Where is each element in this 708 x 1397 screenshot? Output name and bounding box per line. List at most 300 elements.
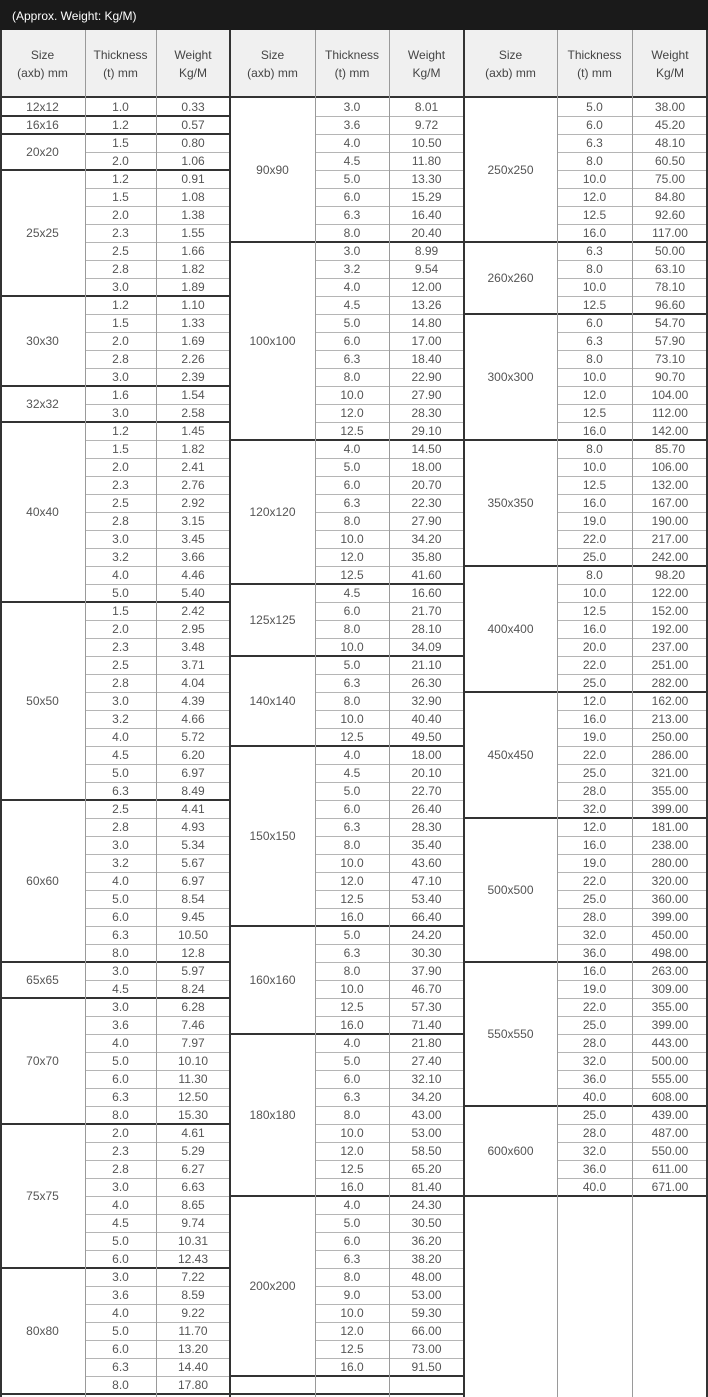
thickness-cell: 4.0: [343, 136, 361, 150]
thickness-cell: 6.3: [586, 136, 603, 150]
weight-cell: 1.69: [181, 334, 205, 348]
weight-cell: 213.00: [651, 712, 689, 726]
weight-cell: 8.49: [181, 784, 205, 798]
size-cell: 450x450: [487, 748, 534, 762]
thickness-cell: 16.0: [582, 424, 607, 438]
thickness-cell: 36.0: [582, 1072, 607, 1086]
header-bottom-border: [0, 96, 708, 98]
size-cell: 80x80: [26, 1324, 59, 1338]
thickness-cell: 4.5: [112, 982, 129, 996]
size-cell: 20x20: [26, 145, 59, 159]
thickness-cell: 1.5: [112, 442, 129, 456]
weight-cell: 550.00: [651, 1144, 689, 1158]
thickness-cell: 2.8: [112, 676, 129, 690]
weight-cell: 10.10: [177, 1054, 209, 1068]
weight-cell: 3.15: [181, 514, 205, 528]
thickness-cell: 10.0: [340, 640, 364, 654]
size-cell: 120x120: [249, 505, 296, 519]
size-cell: 250x250: [487, 163, 534, 177]
thickness-cell: 3.2: [343, 262, 361, 276]
thickness-cell: 4.5: [343, 586, 361, 600]
thickness-cell: 4.0: [343, 280, 361, 294]
weight-cell: 282.00: [651, 676, 689, 690]
thickness-cell: 10.0: [340, 712, 364, 726]
weight-cell: 75.00: [654, 172, 686, 186]
weight-cell: 8.54: [181, 892, 205, 906]
thickness-cell: 6.0: [343, 478, 361, 492]
thickness-cell: 6.0: [112, 910, 129, 924]
panel-divider: [463, 30, 465, 1397]
thickness-cell: 12.5: [340, 730, 364, 744]
thickness-cell: 12.0: [340, 550, 364, 564]
thickness-cell: 3.2: [112, 550, 129, 564]
thickness-cell: 12.5: [340, 424, 364, 438]
weight-cell: 12.50: [177, 1090, 209, 1104]
weight-cell: 399.00: [651, 1018, 689, 1032]
thickness-cell: 8.0: [586, 352, 603, 366]
weight-cell: 20.10: [411, 766, 442, 780]
header-size-2: Size (axb) mm: [247, 47, 298, 80]
weight-cell: 58.50: [411, 1144, 442, 1158]
weight-cell: 10.50: [177, 928, 209, 942]
thickness-cell: 6.0: [112, 1072, 129, 1086]
thickness-cell: 6.0: [112, 1342, 129, 1356]
weight-cell: 48.10: [654, 136, 686, 150]
weight-cell: 1.45: [181, 424, 205, 438]
weight-cell: 27.40: [411, 1054, 442, 1068]
thickness-cell: 3.0: [112, 370, 129, 384]
thickness-cell: 2.3: [112, 1144, 129, 1158]
thickness-cell: 12.0: [582, 190, 607, 204]
thickness-cell: 25.0: [582, 550, 607, 564]
weight-cell: 1.82: [181, 442, 205, 456]
weight-cell: 217.00: [651, 532, 689, 546]
thickness-cell: 5.0: [343, 1216, 361, 1230]
weight-cell: 498.00: [651, 946, 689, 960]
weight-cell: 286.00: [651, 748, 689, 762]
weight-cell: 250.00: [651, 730, 689, 744]
weight-cell: 28.10: [411, 622, 442, 636]
thickness-cell: 1.2: [112, 118, 129, 132]
thickness-cell: 6.3: [343, 352, 361, 366]
thickness-cell: 6.3: [343, 820, 361, 834]
thickness-cell: 10.0: [340, 388, 364, 402]
thickness-cell: 6.3: [112, 928, 129, 942]
thickness-cell: 16.0: [582, 226, 607, 240]
thickness-cell: 16.0: [340, 1360, 364, 1374]
thickness-cell: 6.0: [343, 1072, 361, 1086]
thickness-cell: 8.0: [343, 370, 361, 384]
thickness-cell: 5.0: [343, 784, 361, 798]
weight-cell: 5.97: [181, 964, 205, 978]
weight-cell: 3.45: [181, 532, 205, 546]
thickness-cell: 8.0: [586, 442, 603, 456]
weight-cell: 0.80: [181, 136, 205, 150]
size-cell: 600x600: [487, 1144, 534, 1158]
weight-cell: 17.00: [411, 334, 442, 348]
weight-cell: 1.55: [181, 226, 205, 240]
thickness-cell: 16.0: [340, 1018, 364, 1032]
column-divider: [557, 30, 558, 1397]
thickness-cell: 12.0: [582, 388, 607, 402]
weight-cell: 4.46: [181, 568, 205, 582]
thickness-cell: 4.5: [343, 766, 361, 780]
thickness-cell: 6.0: [343, 190, 361, 204]
thickness-cell: 16.0: [582, 712, 607, 726]
thickness-cell: 2.3: [112, 640, 129, 654]
thickness-cell: 12.0: [340, 406, 364, 420]
weight-cell: 360.00: [651, 892, 689, 906]
weight-cell: 3.66: [181, 550, 205, 564]
weight-cell: 11.80: [411, 154, 442, 168]
thickness-cell: 2.0: [112, 208, 129, 222]
thickness-cell: 6.0: [343, 334, 361, 348]
thickness-cell: 2.0: [112, 334, 129, 348]
weight-cell: 132.00: [651, 478, 689, 492]
weight-cell: 162.00: [651, 694, 689, 708]
size-cell: 60x60: [26, 874, 59, 888]
thickness-cell: 6.0: [586, 118, 603, 132]
thickness-cell: 16.0: [340, 1180, 364, 1194]
weight-cell: 2.42: [181, 604, 205, 618]
thickness-cell: 5.0: [112, 1324, 129, 1338]
column-divider: [156, 30, 157, 1397]
thickness-cell: 25.0: [582, 766, 607, 780]
header-size-1: Size (axb) mm: [17, 47, 68, 80]
weight-cell: 152.00: [651, 604, 689, 618]
panel-divider: [229, 30, 231, 1397]
size-cell: 160x160: [249, 973, 296, 987]
thickness-cell: 12.5: [582, 604, 607, 618]
weight-cell: 320.00: [651, 874, 689, 888]
weight-cell: 4.61: [181, 1126, 205, 1140]
size-cell: 400x400: [487, 622, 534, 636]
weight-cell: 46.70: [411, 982, 442, 996]
weight-cell: 399.00: [651, 910, 689, 924]
thickness-cell: 8.0: [112, 946, 129, 960]
thickness-cell: 12.0: [340, 1324, 364, 1338]
thickness-cell: 5.0: [112, 1234, 129, 1248]
weight-cell: 66.40: [411, 910, 442, 924]
weight-cell: 22.70: [411, 784, 442, 798]
thickness-cell: 5.0: [343, 1054, 361, 1068]
thickness-cell: 1.5: [112, 190, 129, 204]
thickness-cell: 6.0: [112, 1252, 129, 1266]
size-cell: 260x260: [487, 271, 534, 285]
weight-cell: 2.26: [181, 352, 205, 366]
weight-cell: 9.22: [181, 1306, 205, 1320]
weight-cell: 309.00: [651, 982, 689, 996]
weight-cell: 1.89: [181, 280, 205, 294]
weight-cell: 0.57: [181, 118, 205, 132]
weight-cell: 57.90: [654, 334, 686, 348]
weight-cell: 57.30: [411, 1000, 442, 1014]
weight-cell: 1.38: [181, 208, 205, 222]
weight-cell: 2.95: [181, 622, 205, 636]
thickness-cell: 6.3: [343, 496, 361, 510]
weight-cell: 7.97: [181, 1036, 205, 1050]
size-cell: 180x180: [249, 1108, 296, 1122]
weight-cell: 90.70: [654, 370, 686, 384]
thickness-cell: 12.5: [340, 1162, 364, 1176]
thickness-cell: 6.0: [343, 604, 361, 618]
weight-cell: 20.40: [411, 226, 442, 240]
thickness-cell: 5.0: [112, 766, 129, 780]
weight-cell: 37.90: [411, 964, 442, 978]
weight-cell: 5.29: [181, 1144, 205, 1158]
thickness-cell: 12.0: [340, 874, 364, 888]
weight-cell: 38.00: [654, 100, 686, 114]
thickness-cell: 1.5: [112, 604, 129, 618]
thickness-cell: 28.0: [582, 1036, 607, 1050]
thickness-cell: 4.0: [112, 730, 129, 744]
weight-cell: 10.50: [411, 136, 442, 150]
weight-cell: 671.00: [651, 1180, 689, 1194]
weight-cell: 6.97: [181, 874, 205, 888]
thickness-cell: 40.0: [582, 1180, 607, 1194]
thickness-cell: 4.0: [343, 442, 361, 456]
weight-cell: 7.46: [181, 1018, 205, 1032]
header-thickness-2: Thickness (t) mm: [324, 47, 380, 80]
weight-cell: 5.34: [181, 838, 205, 852]
thickness-cell: 3.0: [112, 838, 129, 852]
thickness-cell: 2.0: [112, 460, 129, 474]
thickness-cell: 20.0: [582, 640, 607, 654]
weight-cell: 22.30: [411, 496, 442, 510]
weight-cell: 0.91: [181, 172, 205, 186]
thickness-cell: 3.6: [112, 1018, 129, 1032]
weight-cell: 1.33: [181, 316, 205, 330]
weight-cell: 73.10: [654, 352, 686, 366]
weight-cell: 12.43: [177, 1252, 209, 1266]
thickness-cell: 6.3: [343, 208, 361, 222]
thickness-cell: 2.8: [112, 352, 129, 366]
weight-cell: 38.20: [411, 1252, 442, 1266]
weight-cell: 2.92: [181, 496, 205, 510]
thickness-cell: 8.0: [112, 1108, 129, 1122]
weight-cell: 29.10: [411, 424, 442, 438]
weight-cell: 47.10: [411, 874, 442, 888]
weight-cell: 251.00: [651, 658, 689, 672]
thickness-cell: 3.2: [112, 712, 129, 726]
weight-cell: 399.00: [651, 802, 689, 816]
thickness-cell: 28.0: [582, 1126, 607, 1140]
thickness-cell: 4.0: [343, 1036, 361, 1050]
weight-cell: 4.39: [181, 694, 205, 708]
weight-cell: 60.50: [654, 154, 686, 168]
thickness-cell: 10.0: [340, 532, 364, 546]
thickness-cell: 10.0: [340, 1306, 364, 1320]
weight-cell: 6.20: [181, 748, 205, 762]
weight-cell: 17.80: [177, 1378, 209, 1392]
weight-cell: 13.20: [177, 1342, 209, 1356]
weight-cell: 1.82: [181, 262, 205, 276]
weight-cell: 15.30: [177, 1108, 209, 1122]
thickness-cell: 4.0: [112, 1036, 129, 1050]
thickness-cell: 5.0: [343, 460, 361, 474]
thickness-cell: 8.0: [343, 622, 361, 636]
weight-cell: 53.40: [411, 892, 442, 906]
thickness-cell: 32.0: [582, 802, 607, 816]
weight-cell: 2.41: [181, 460, 205, 474]
thickness-cell: 32.0: [582, 928, 607, 942]
weight-cell: 24.30: [411, 1198, 442, 1212]
thickness-cell: 5.0: [343, 928, 361, 942]
thickness-cell: 4.5: [112, 1216, 129, 1230]
size-cell: 25x25: [26, 226, 59, 240]
thickness-cell: 6.3: [343, 1252, 361, 1266]
weight-cell: 53.00: [411, 1288, 442, 1302]
thickness-cell: 6.0: [343, 802, 361, 816]
thickness-cell: 6.3: [343, 1090, 361, 1104]
group-divider: [230, 1393, 464, 1395]
weight-cell: 5.72: [181, 730, 205, 744]
thickness-cell: 4.5: [343, 154, 361, 168]
thickness-cell: 2.8: [112, 514, 129, 528]
thickness-cell: 4.5: [343, 298, 361, 312]
weight-cell: 34.20: [411, 1090, 442, 1104]
column-divider: [315, 30, 316, 1397]
weight-cell: 34.20: [411, 532, 442, 546]
weight-cell: 450.00: [651, 928, 689, 942]
thickness-cell: 12.0: [340, 1144, 364, 1158]
weight-cell: 6.27: [181, 1162, 205, 1176]
weight-cell: 53.00: [411, 1126, 442, 1140]
thickness-cell: 10.0: [340, 982, 364, 996]
size-cell: 500x500: [487, 883, 534, 897]
size-cell: 30x30: [26, 334, 59, 348]
thickness-cell: 9.0: [343, 1288, 361, 1302]
thickness-cell: 6.3: [586, 334, 603, 348]
size-cell: 32x32: [26, 397, 59, 411]
weight-cell: 32.10: [411, 1072, 442, 1086]
thickness-cell: 4.0: [112, 568, 129, 582]
thickness-cell: 12.0: [582, 820, 607, 834]
thickness-cell: 5.0: [343, 316, 361, 330]
weight-cell: 611.00: [652, 1162, 688, 1176]
thickness-cell: 2.0: [112, 154, 129, 168]
size-cell: 200x200: [249, 1279, 296, 1293]
column-divider: [632, 30, 633, 1397]
thickness-cell: 8.0: [343, 226, 361, 240]
header-weight-3: Weight Kg/M: [651, 47, 689, 80]
weight-cell: 73.00: [411, 1342, 442, 1356]
thickness-cell: 6.3: [343, 946, 361, 960]
thickness-cell: 2.5: [112, 658, 129, 672]
thickness-cell: 25.0: [582, 1018, 607, 1032]
thickness-cell: 4.0: [112, 1198, 129, 1212]
thickness-cell: 3.0: [343, 244, 361, 258]
weight-cell: 21.80: [411, 1036, 442, 1050]
weight-cell: 48.00: [411, 1270, 442, 1284]
weight-cell: 36.20: [411, 1234, 442, 1248]
thickness-cell: 2.5: [112, 496, 129, 510]
weight-cell: 26.30: [411, 676, 442, 690]
thickness-cell: 2.5: [112, 244, 129, 258]
weight-cell: 81.40: [411, 1180, 442, 1194]
panel-divider: [0, 30, 2, 1397]
weight-cell: 2.76: [181, 478, 205, 492]
size-cell: 150x150: [249, 829, 296, 843]
size-cell: 16x16: [26, 118, 59, 132]
weight-cell: 96.60: [654, 298, 686, 312]
weight-cell: 8.24: [181, 982, 205, 996]
weight-cell: 16.60: [411, 586, 442, 600]
size-cell: 125x125: [249, 613, 296, 627]
weight-cell: 11.30: [178, 1072, 208, 1086]
weight-cell: 26.40: [411, 802, 442, 816]
weight-cell: 2.58: [181, 406, 205, 420]
size-cell: 12x12: [26, 100, 59, 114]
weight-cell: [389, 1376, 464, 1394]
thickness-cell: 36.0: [582, 1162, 607, 1176]
thickness-cell: 19.0: [582, 730, 607, 744]
weight-cell: 59.30: [411, 1306, 442, 1320]
weight-cell: 0.33: [181, 100, 205, 114]
thickness-cell: 1.2: [112, 424, 129, 438]
size-cell: 100x100: [249, 334, 296, 348]
weight-cell: 1.54: [181, 388, 205, 402]
thickness-cell: 6.3: [112, 1090, 129, 1104]
thickness-cell: 22.0: [582, 658, 607, 672]
weight-cell: 78.10: [654, 280, 686, 294]
weight-cell: 63.10: [654, 262, 686, 276]
size-cell: 75x75: [26, 1189, 59, 1203]
weight-cell: 355.00: [651, 784, 689, 798]
thickness-cell: 28.0: [582, 910, 607, 924]
thickness-cell: 1.6: [112, 388, 129, 402]
thickness-cell: 6.0: [586, 316, 603, 330]
weight-cell: 32.90: [411, 694, 442, 708]
weight-cell: 190.00: [651, 514, 689, 528]
weight-cell: 2.39: [181, 370, 205, 384]
thickness-cell: 10.0: [340, 1126, 364, 1140]
thickness-cell: 12.5: [340, 892, 364, 906]
thickness-cell: 10.0: [582, 586, 607, 600]
thickness-cell: 3.0: [112, 964, 129, 978]
weight-cell: 50.00: [654, 244, 686, 258]
thickness-cell: 1.0: [112, 100, 129, 114]
thickness-cell: 22.0: [582, 1000, 607, 1014]
thickness-cell: 5.0: [343, 172, 361, 186]
weight-cell: 34.09: [411, 640, 442, 654]
thickness-cell: 2.8: [112, 820, 129, 834]
weight-cell: 608.00: [651, 1090, 689, 1104]
weight-cell: 5.67: [181, 856, 205, 870]
weight-cell: 237.00: [651, 640, 689, 654]
weight-cell: 192.00: [651, 622, 689, 636]
thickness-cell: 25.0: [582, 1108, 607, 1122]
weight-cell: 18.40: [411, 352, 442, 366]
thickness-cell: 2.0: [112, 1126, 129, 1140]
weight-cell: 98.20: [654, 568, 686, 582]
weight-cell: 104.00: [651, 388, 689, 402]
thickness-cell: 2.5: [112, 802, 129, 816]
thickness-cell: 16.0: [582, 622, 607, 636]
weight-cell: 13.26: [411, 298, 442, 312]
thickness-cell: 40.0: [582, 1090, 607, 1104]
weight-cell: 4.41: [181, 802, 205, 816]
weight-cell: 9.74: [181, 1216, 205, 1230]
thickness-cell: 32.0: [582, 1054, 607, 1068]
weight-cell: 242.00: [651, 550, 689, 564]
weight-cell: 11.70: [178, 1324, 208, 1338]
weight-cell: 142.00: [651, 424, 689, 438]
weight-cell: 12.00: [411, 280, 442, 294]
weight-cell: 443.00: [651, 1036, 689, 1050]
weight-cell: 14.80: [411, 316, 442, 330]
thickness-cell: 1.5: [112, 136, 129, 150]
